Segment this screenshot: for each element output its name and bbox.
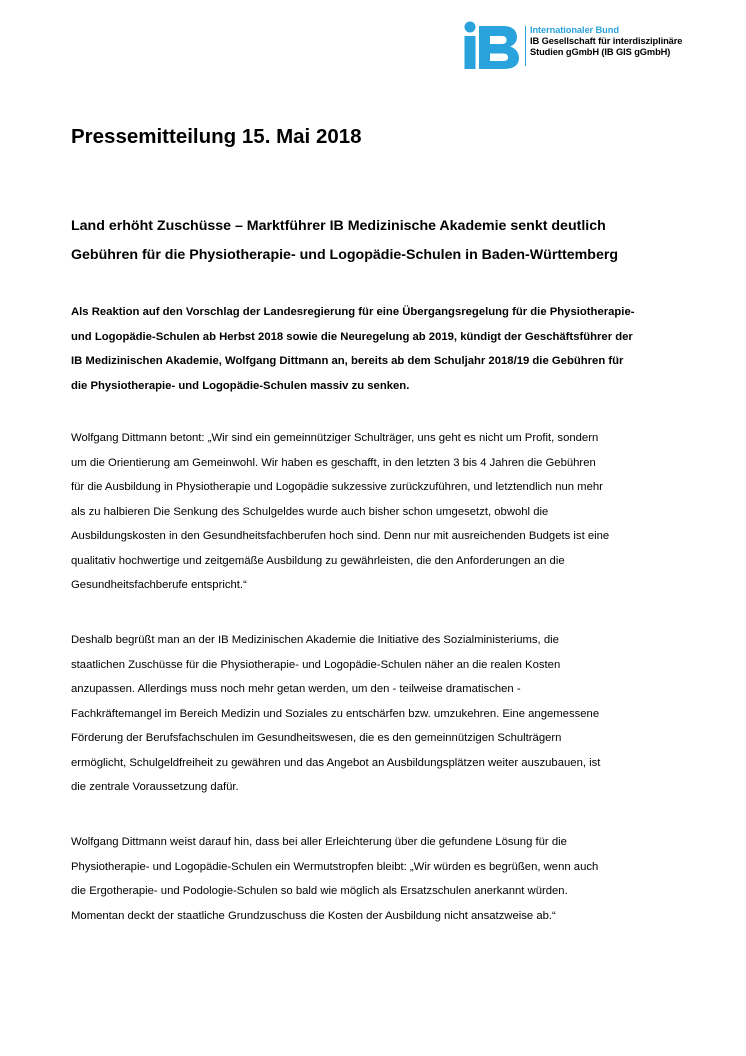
paragraph-line: die Ergotherapie- und Podologie-Schulen so bald wie möglich als Ersatzschulen anerkannt würden. (71, 885, 568, 897)
paragraph-line: Wolfgang Dittmann weist darauf hin, dass bei aller Erleichterung über die gefundene Lösung für die (71, 836, 567, 848)
paragraph-2 (71, 628, 711, 800)
paragraph-3 (71, 830, 711, 928)
logo-text (530, 25, 735, 58)
ib-logo-mark (462, 20, 522, 72)
paragraph-line: als zu halbieren Die Senkung des Schulgeldes wurde auch bisher schon umgesetzt, obwohl die (71, 505, 549, 518)
page-title: Pressemitteilung 15. Mai 2018 (71, 125, 362, 148)
paragraph-line: Fachkräftemangel im Bereich Medizin und Soziales zu entschärfen bzw. umzukehren. Eine angemessene (71, 707, 600, 720)
ib-logo-i-stem (465, 36, 476, 69)
logo-org-line-2: Studien gGmbH (IB GIS gGmbH) (530, 47, 671, 57)
ib-logo-dot (465, 22, 476, 33)
paragraph-line: ermöglicht, Schulgeldfreiheit zu gewähren und das Angebot an Ausbildungsplätzen weiter auszubauen, ist (71, 756, 601, 769)
paragraph-line: Ausbildungskosten in den Gesundheitsfachberufen hoch sind. Denn nur mit ausreichenden Budgets ist eine (71, 530, 610, 542)
paragraph-line: Momentan deckt der staatliche Grundzuschuss die Kosten der Ausbildung nicht ansatzweise ab.“ (71, 909, 556, 922)
paragraph-line: Gesundheitsfachberufe entspricht.“ (71, 579, 247, 591)
paragraph-line: anzupassen. Allerdings muss noch mehr getan werden, um den - teilweise dramatischen - (71, 683, 521, 695)
paragraph-1 (71, 426, 711, 598)
paragraph-line: Wolfgang Dittmann betont: „Wir sind ein gemeinnütziger Schulträger, uns geht es nicht um Profit, sondern (71, 432, 599, 444)
ib-logo-b-stem (479, 26, 490, 69)
lead-line: die Physiotherapie- und Logopädie-Schulen massiv zu senken. (71, 379, 410, 392)
ib-logo-b-bowls (489, 26, 519, 69)
headline (71, 212, 691, 270)
logo-org-line-1: IB Gesellschaft für interdisziplinäre (530, 36, 683, 46)
lead-line: IB Medizinischen Akademie, Wolfgang Dittmann an, bereits ab dem Schuljahr 2018/19 die Gebühren für (71, 355, 624, 367)
paragraph-line: Deshalb begrüßt man an der IB Medizinischen Akademie die Initiative des Sozialministeriums, die (71, 634, 559, 646)
headline-line: Land erhöht Zuschüsse – Marktführer IB Medizinische Akademie senkt deutlich (71, 218, 606, 234)
paragraph-line: staatlichen Zuschüsse für die Physiotherapie- und Logopädie-Schulen näher an die realen Kosten (71, 658, 561, 671)
lead-paragraph (71, 300, 711, 398)
paragraph-line: Physiotherapie- und Logopädie-Schulen ein Wermutstropfen bleibt: „Wir würden es begrüßen, wenn auch (71, 860, 599, 873)
logo-divider (525, 26, 526, 66)
paragraph-line: Förderung der Berufsfachschulen im Gesundheitswesen, die es den gemeinnützigen Schulträgern (71, 732, 562, 744)
headline-line: Gebühren für die Physiotherapie- und Logopädie-Schulen in Baden-Württemberg (71, 247, 619, 263)
paragraph-line: die zentrale Voraussetzung dafür. (71, 781, 239, 793)
paragraph-line: qualitativ hochwertige und zeitgemäße Ausbildung zu gewährleisten, die den Anforderungen an die (71, 554, 565, 567)
logo-brand-line: Internationaler Bund (530, 25, 619, 35)
lead-line: und Logopädie-Schulen ab Herbst 2018 sowie die Neuregelung ab 2019, kündigt der Geschäftsführer der (71, 330, 633, 343)
lead-line: Als Reaktion auf den Vorschlag der Landesregierung für eine Übergangsregelung für die Physiotherapie- (71, 306, 635, 318)
paragraph-line: um die Orientierung am Gemeinwohl. Wir haben es geschafft, in den letzten 3 bis 4 Jahren die Gebühren (71, 456, 596, 469)
paragraph-line: für die Ausbildung in Physiotherapie und Logopädie sukzessive zurückzuführen, und letztendlich nun mehr (71, 481, 603, 493)
ib-logo (462, 20, 732, 72)
